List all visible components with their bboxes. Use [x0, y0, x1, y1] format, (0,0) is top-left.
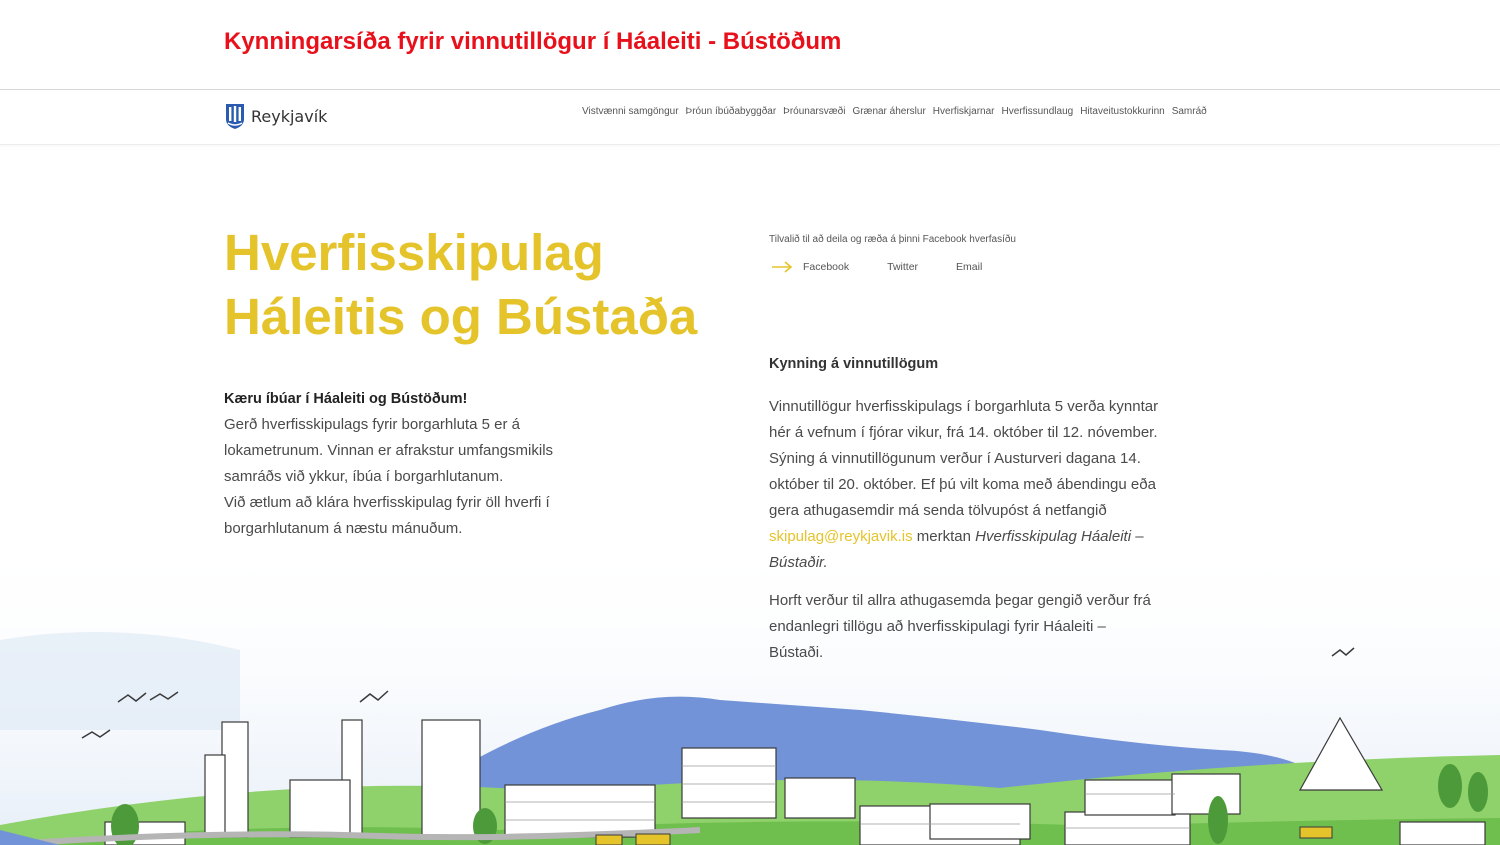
share-email-link[interactable]: Email — [956, 261, 983, 273]
kynning-heading: Kynning á vinnutillögum — [769, 356, 939, 372]
city-illustration — [0, 530, 1500, 845]
nav-item-throun-ibudabyggdar[interactable]: Þróun íbúðabyggðar — [685, 106, 777, 117]
share-twitter-link[interactable]: Twitter — [887, 261, 919, 273]
arrow-right-icon — [771, 261, 793, 273]
kynning-p1-mid: merktan — [912, 528, 976, 545]
intro-text — [224, 386, 574, 542]
kynning-p1-italic: Hverfisskipulag Háaleiti – Bústaðir. — [769, 528, 1144, 571]
intro-paragraph-1: Gerð hverfisskipulags fyrir borgarhluta 5 er á lokametrunum. Vinnan er afrakstur umfangsmikils samráðs við ykkur, íbúa í borgarhlutanum. — [224, 416, 554, 485]
share-facebook-link[interactable]: Facebook — [803, 261, 850, 273]
reykjavik-logo[interactable] — [225, 102, 327, 130]
share-links — [771, 261, 982, 273]
reykjavik-crest-icon — [225, 102, 245, 130]
page-title — [224, 221, 697, 349]
nav-item-hverfissundlaug[interactable]: Hverfissundlaug — [1001, 106, 1074, 117]
kynning-paragraph-1 — [769, 394, 1164, 576]
nav-item-hverfiskjarnar[interactable]: Hverfiskjarnar — [932, 106, 995, 117]
slide-title: Kynningarsíða fyrir vinnutillögur í Háaleiti - Bústöðum — [224, 28, 842, 55]
nav-item-samrad[interactable]: Samráð — [1171, 106, 1207, 117]
web-page — [0, 89, 1500, 845]
email-link[interactable]: skipulag@reykjavik.is — [769, 528, 913, 545]
page-title-line-2: Háleitis og Bústaða — [224, 288, 698, 345]
page-title-line-1: Hverfisskipulag — [224, 224, 604, 281]
intro-paragraph-2: Við ætlum að klára hverfisskipulag fyrir öll hverfi í borgarhlutanum á næstu mánuðum. — [224, 494, 550, 537]
nav-item-graenar-aherslur[interactable]: Grænar áherslur — [852, 106, 926, 117]
nav-item-throunarsvaedi[interactable]: Þróunarsvæði — [783, 106, 846, 117]
main-menu — [582, 106, 1207, 117]
nav-item-hitaveitustokkurinn[interactable]: Hitaveitustokkurinn — [1080, 106, 1165, 117]
kynning-paragraph-2: Horft verður til allra athugasemda þegar gengið verður frá endanlegri tillögu að hverfisskipulagi fyrir Háaleiti – Bústaði. — [769, 592, 1151, 661]
site-header — [0, 90, 1500, 145]
nav-item-vistvaenni-samgongur[interactable]: Vistvænni samgöngur — [582, 106, 679, 117]
logo-text: Reykjavík — [251, 106, 328, 126]
share-caption: Tilvalið til að deila og ræða á þinni Facebook hverfasíðu — [769, 234, 1016, 245]
kynning-text — [769, 394, 1164, 678]
intro-greeting: Kæru íbúar í Háaleiti og Bústöðum! — [224, 391, 468, 407]
kynning-p1-text: Vinnutillögur hverfisskipulags í borgarhluta 5 verða kynntar hér á vefnum í fjórar vikur, frá 14. október til 12. nóvember. Sýning á vinnutillögunum verður í Austurveri dagana 14. október til 20. október. Ef þú vilt koma með ábendingu eða gera athugasemdir má senda tölvupóst á netfangið — [769, 398, 1159, 519]
